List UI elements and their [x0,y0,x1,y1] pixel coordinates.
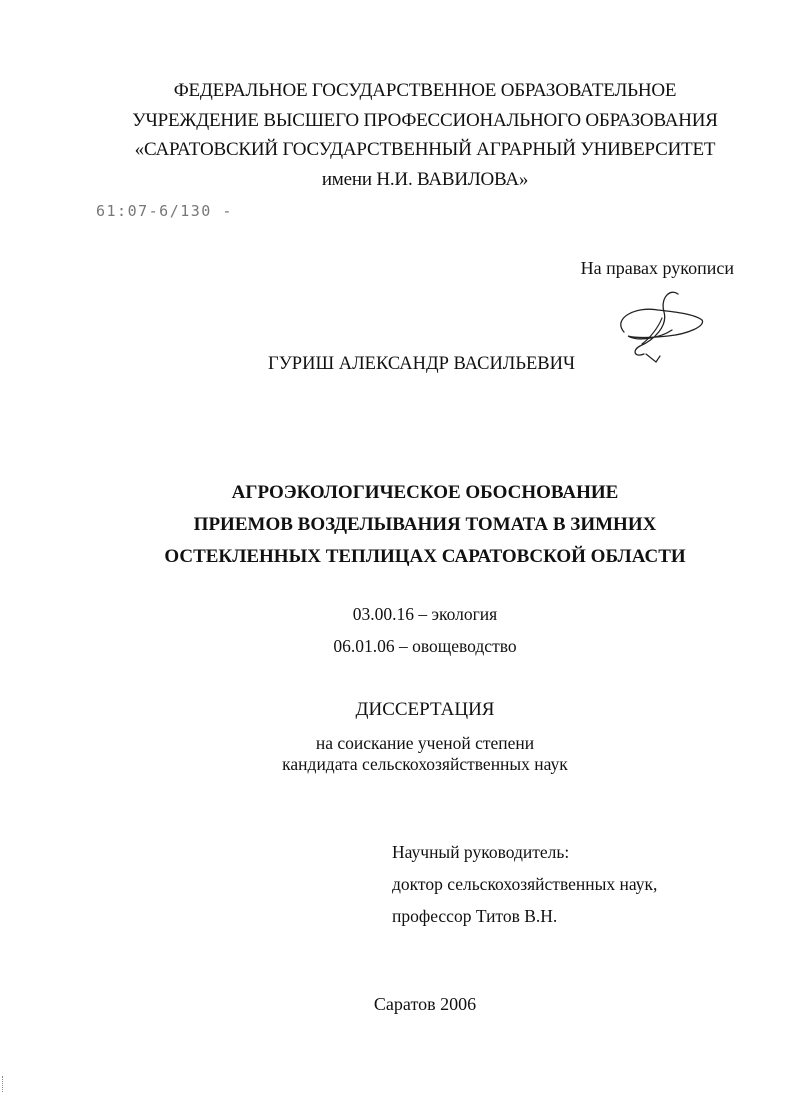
scan-edge-mark [2,1076,6,1092]
document-type: ДИССЕРТАЦИЯ [355,699,495,720]
title-line: ПРИЕМОВ ВОЗДЕЛЫВАНИЯ ТОМАТА В ЗИМНИХ [193,514,657,535]
degree-line: кандидата сельскохозяйственных наук [282,754,568,774]
city-year: Саратов 2006 [373,994,477,1014]
institution-line: ФЕДЕРАЛЬНОЕ ГОСУДАРСТВЕННОЕ ОБРАЗОВАТЕЛЬНОЕ [173,80,677,101]
institution-line: «САРАТОВСКИЙ ГОСУДАРСТВЕННЫЙ АГРАРНЫЙ УНИВЕРСИТЕТ [134,139,716,160]
institution-line: УЧРЕЖДЕНИЕ ВЫСШЕГО ПРОФЕССИОНАЛЬНОГО ОБРАЗОВАНИЯ [132,109,718,131]
institution-line: имени Н.И. ВАВИЛОВА» [321,168,529,190]
author-name: ГУРИШ АЛЕКСАНДР ВАСИЛЬЕВИЧ [268,354,575,374]
dissertation-title [60,477,790,573]
degree-line: на соискание ученой степени [315,733,535,753]
archive-stamp: 61:07-6/130 - [96,202,233,220]
institution-header [60,76,790,194]
title-line: ОСТЕКЛЕННЫХ ТЕПЛИЦАХ САРАТОВСКОЙ ОБЛАСТИ [164,546,686,567]
specialty-vegetable-growing: 06.01.06 – овощеводство [333,636,517,656]
title-line: АГРОЭКОЛОГИЧЕСКОЕ ОБОСНОВАНИЕ [231,482,619,503]
scientific-advisor [392,836,657,932]
handwritten-signature-icon [610,288,708,366]
advisor-name: профессор Титов В.Н. [392,906,558,926]
degree-statement [60,733,790,775]
advisor-degree: доктор сельскохозяйственных наук, [392,874,658,894]
specialty-ecology: 03.00.16 – экология [352,604,498,624]
manuscript-rights-note: На правах рукописи [580,258,734,278]
advisor-label: Научный руководитель: [392,842,570,862]
